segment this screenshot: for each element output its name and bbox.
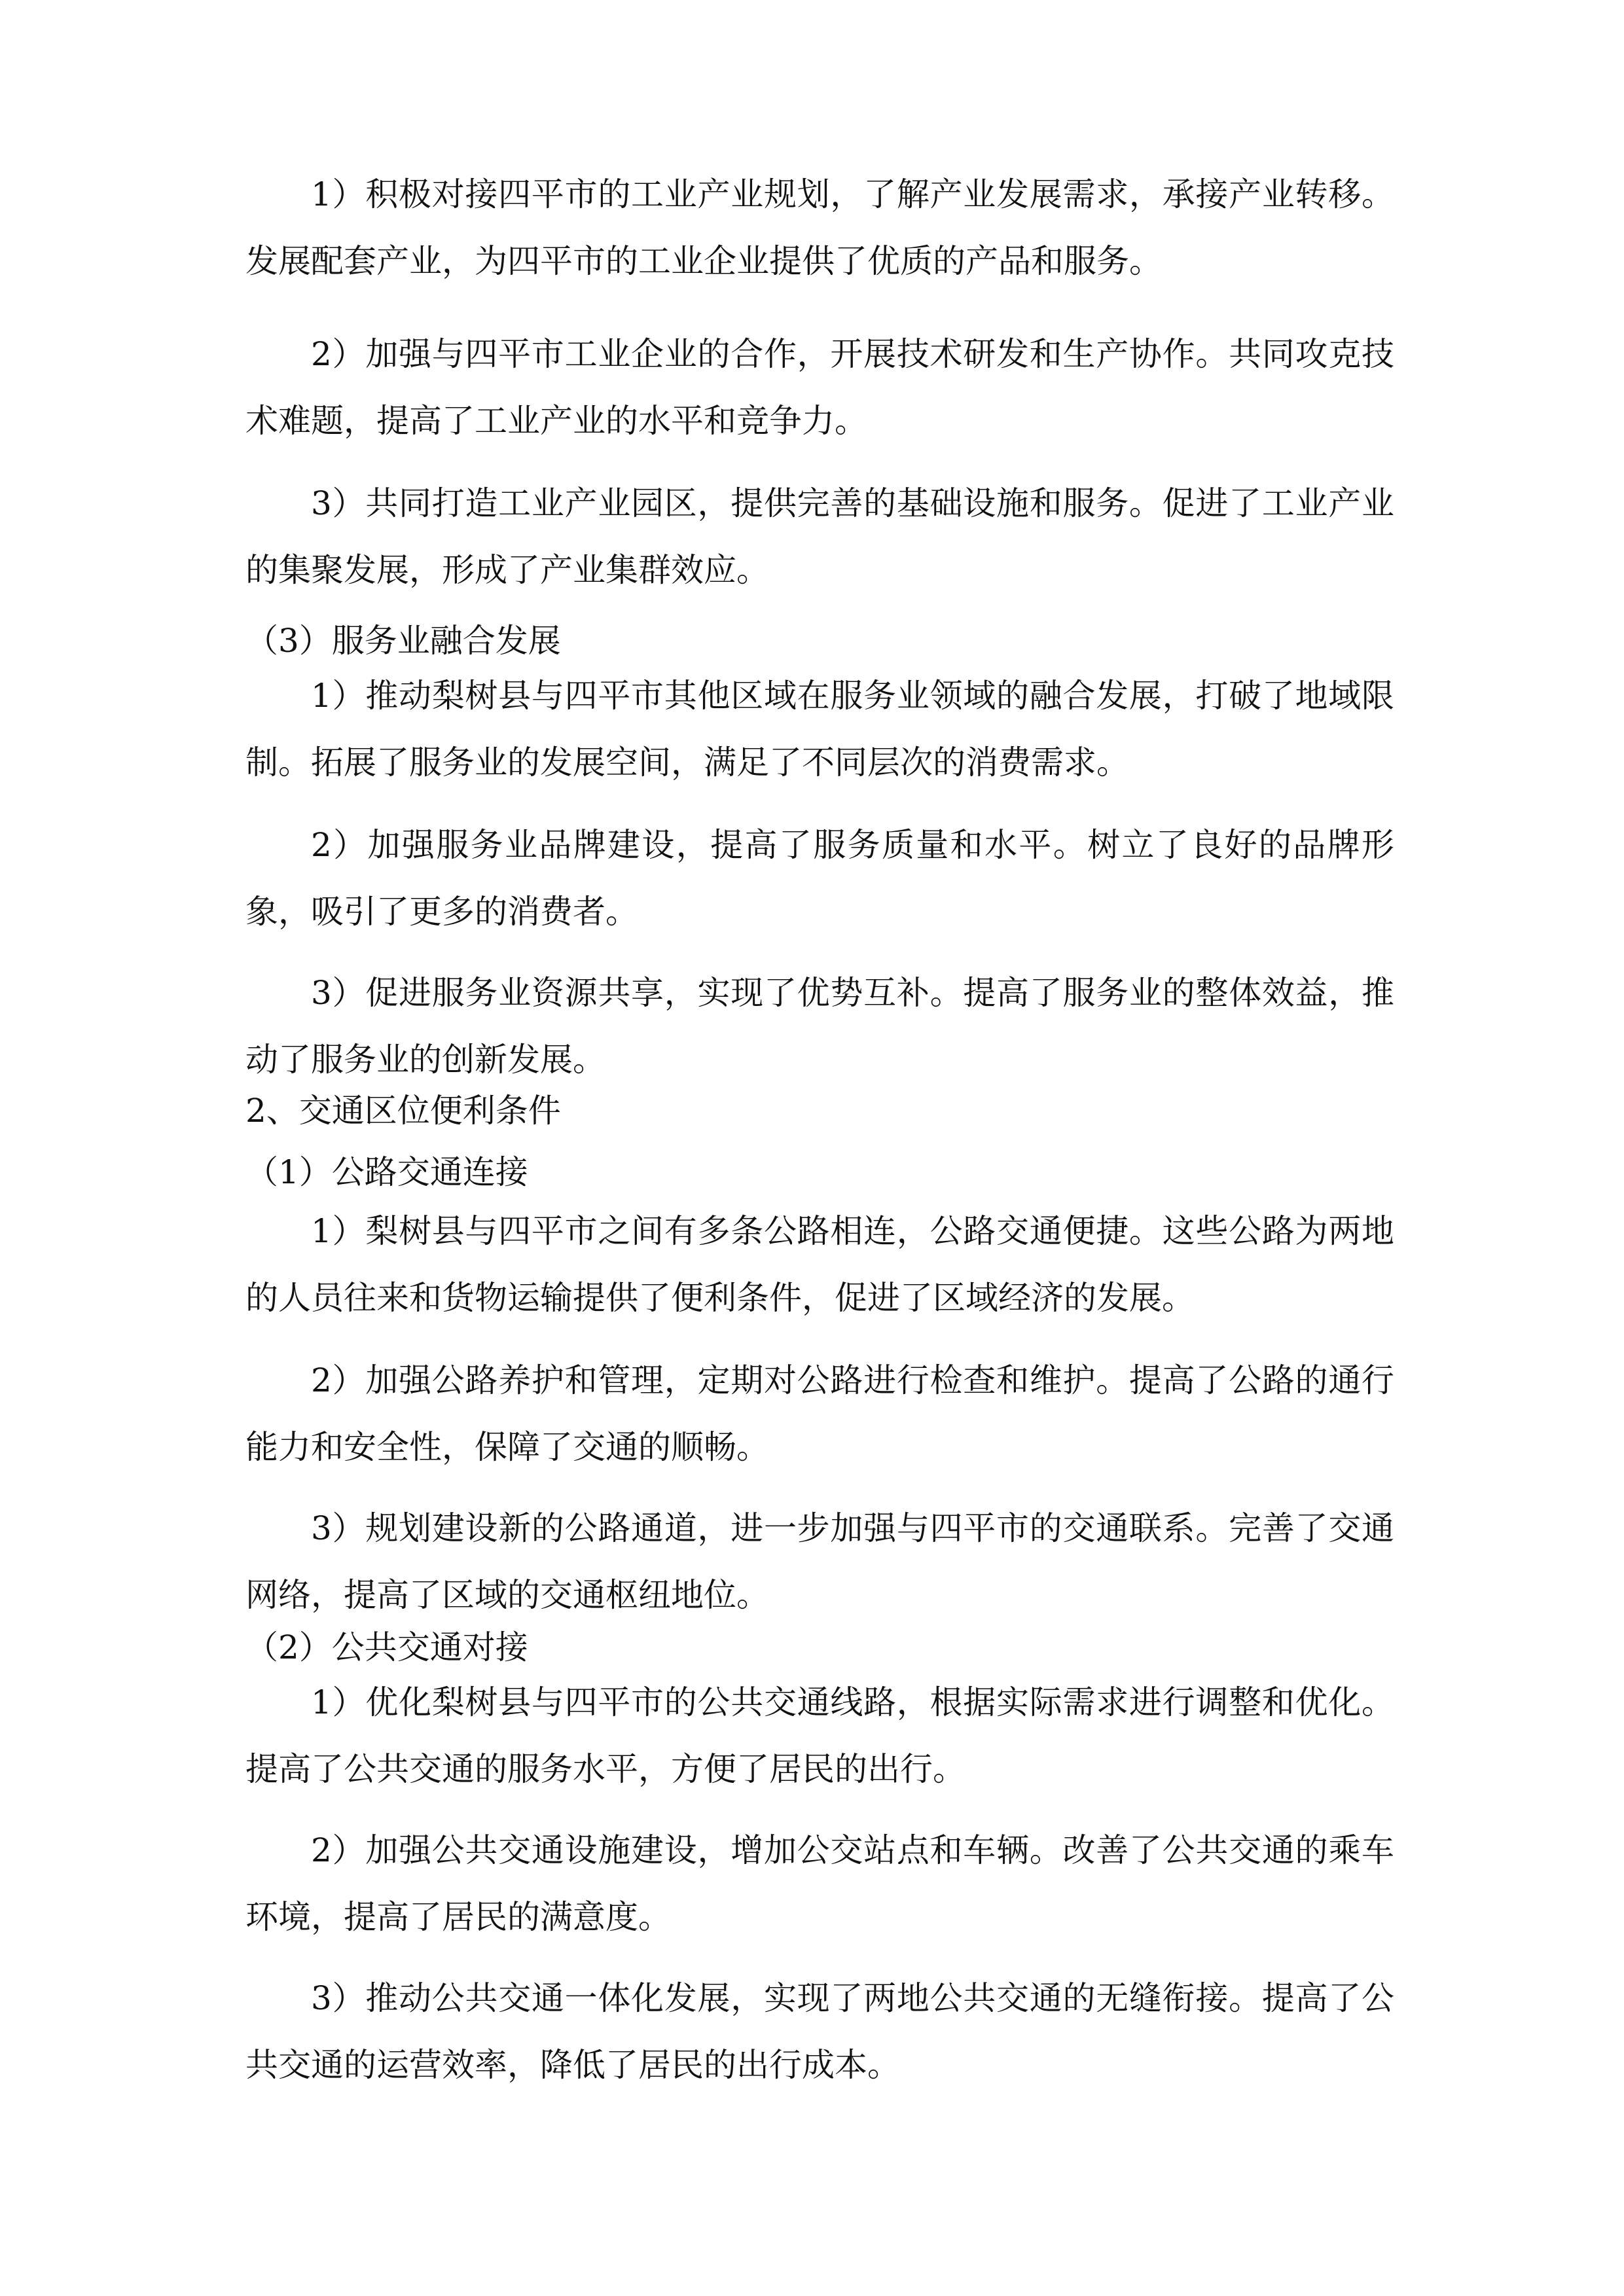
- section-heading: （3）服务业融合发展: [245, 622, 561, 660]
- paragraph: 2）加强公路养护和管理，定期对公路进行检查和维护。提高了公路的通行能力和安全性，保障了交通的顺畅。: [245, 1361, 1394, 1466]
- paragraph: 3）共同打造工业产业园区，提供完善的基础设施和服务。促进了工业产业的集聚发展，形成了产业集群效应。: [245, 484, 1394, 589]
- paragraph: 1）推动梨树县与四平市其他区域在服务业领域的融合发展，打破了地域限制。拓展了服务业的发展空间，满足了不同层次的消费需求。: [245, 677, 1394, 781]
- paragraph: 2）加强服务业品牌建设，提高了服务质量和水平。树立了良好的品牌形象，吸引了更多的消费者。: [245, 826, 1394, 931]
- paragraph: 1）积极对接四平市的工业产业规划，了解产业发展需求，承接产业转移。发展配套产业，为四平市的工业企业提供了优质的产品和服务。: [245, 175, 1394, 280]
- main-heading: 2、交通区位便利条件: [245, 1092, 561, 1130]
- paragraph: 3）推动公共交通一体化发展，实现了两地公共交通的无缝衔接。提高了公共交通的运营效率，降低了居民的出行成本。: [245, 1979, 1394, 2084]
- section-heading: （2）公共交通对接: [245, 1628, 528, 1666]
- paragraph: 3）规划建设新的公路通道，进一步加强与四平市的交通联系。完善了交通网络，提高了区域的交通枢纽地位。: [245, 1509, 1394, 1614]
- paragraph: 3）促进服务业资源共享，实现了优势互补。提高了服务业的整体效益，推动了服务业的创新发展。: [245, 974, 1394, 1079]
- paragraph: 2）加强公共交通设施建设，增加公交站点和车辆。改善了公共交通的乘车环境，提高了居民的满意度。: [245, 1831, 1394, 1936]
- section-heading: （1）公路交通连接: [245, 1153, 528, 1191]
- paragraph: 1）优化梨树县与四平市的公共交通线路，根据实际需求进行调整和优化。提高了公共交通的服务水平，方便了居民的出行。: [245, 1683, 1394, 1788]
- paragraph: 2）加强与四平市工业企业的合作，开展技术研发和生产协作。共同攻克技术难题，提高了工业产业的水平和竞争力。: [245, 335, 1394, 440]
- paragraph: 1）梨树县与四平市之间有多条公路相连，公路交通便捷。这些公路为两地的人员往来和货物运输提供了便利条件，促进了区域经济的发展。: [245, 1212, 1394, 1317]
